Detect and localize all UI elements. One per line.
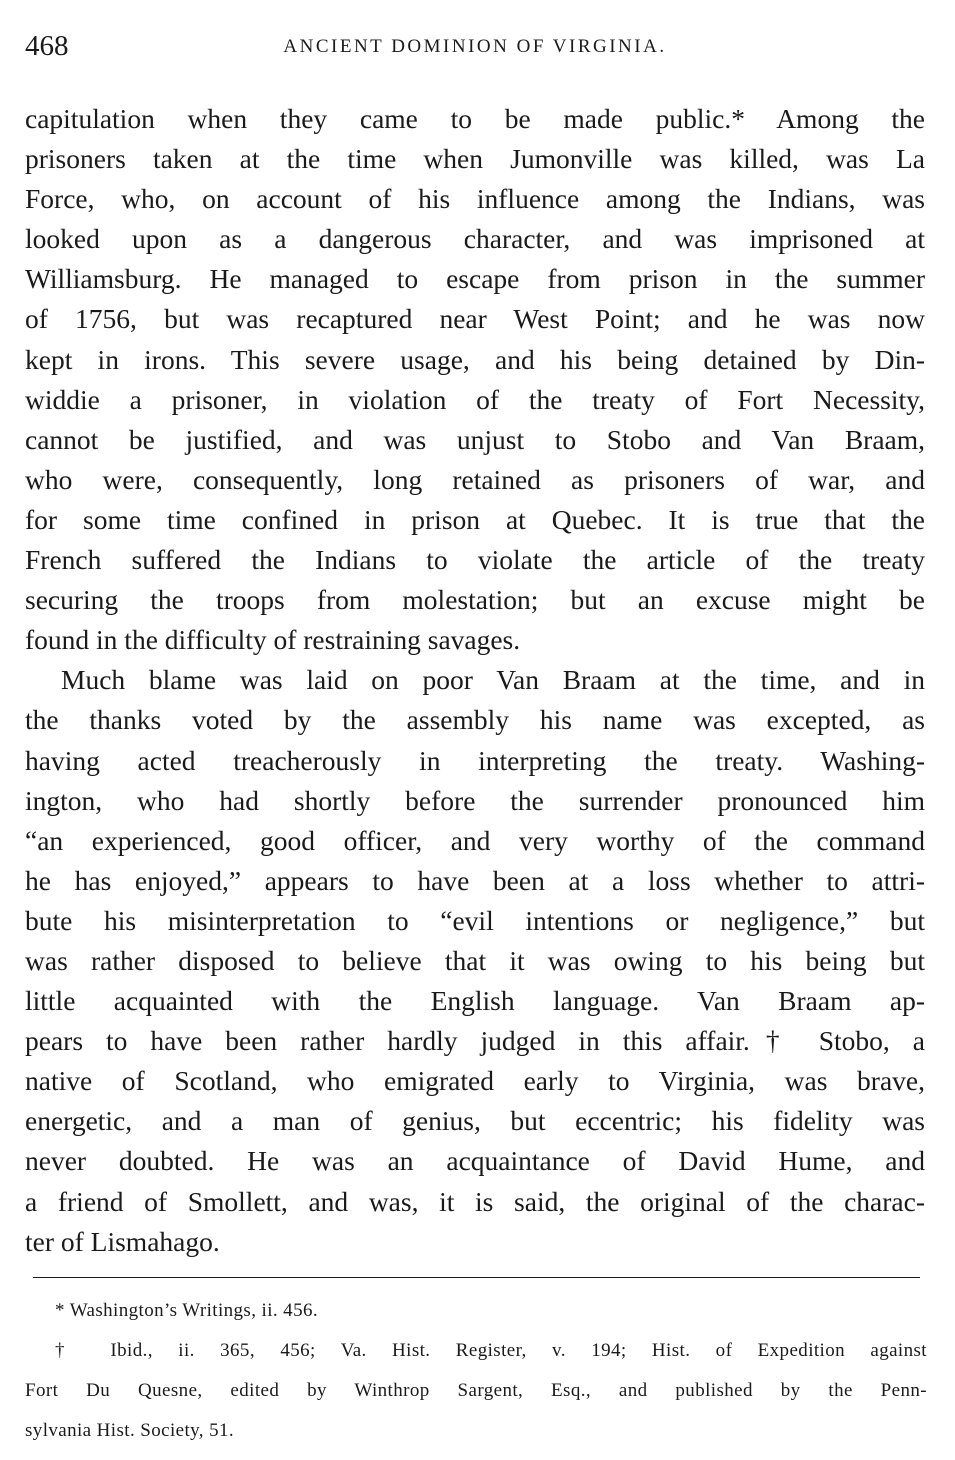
text-line: looked upon as a dangerous character, and was imprisoned at xyxy=(25,223,925,255)
text-line: ter of Lismahago. xyxy=(25,1225,220,1257)
text-line: he has enjoyed,” appears to have been at a loss whether to attri- xyxy=(25,864,925,896)
text-line: little acquainted with the English language. Van Braam ap- xyxy=(25,985,925,1017)
text-line: having acted treacherously in interpreting the treaty. Washing- xyxy=(25,744,925,776)
page-number: 468 xyxy=(25,30,69,62)
text-line: ington, who had shortly before the surrender pronounced him xyxy=(25,784,925,816)
text-line: never doubted. He was an acquaintance of David Hume, and xyxy=(25,1145,925,1177)
page-header xyxy=(25,30,925,70)
text-line: found in the difficulty of restraining savages. xyxy=(25,624,521,656)
text-line: a friend of Smollett, and was, it is said, the original of the charac- xyxy=(25,1185,925,1217)
footnote-line: * Washington’s Writings, ii. 456. xyxy=(55,1300,319,1321)
text-line: Force, who, on account of his influence among the Indians, was xyxy=(25,183,925,215)
text-line: was rather disposed to believe that it was owing to his being but xyxy=(25,944,925,976)
footnotes xyxy=(25,1294,927,1454)
body-text xyxy=(25,99,925,1262)
footnote-line: sylvania Hist. Society, 51. xyxy=(25,1420,235,1442)
text-line: widdie a prisoner, in violation of the treaty of Fort Necessity, xyxy=(25,383,925,415)
text-line: Williamsburg. He managed to escape from prison in the summer xyxy=(25,263,925,295)
text-line: native of Scotland, who emigrated early to Virginia, was brave, xyxy=(25,1065,925,1097)
text-line: cannot be justified, and was unjust to Stobo and Van Braam, xyxy=(25,423,925,455)
text-line: French suffered the Indians to violate the article of the treaty xyxy=(25,544,925,576)
footnote-divider xyxy=(33,1277,920,1278)
text-line: the thanks voted by the assembly his name was excepted, as xyxy=(25,704,925,736)
text-line: capitulation when they came to be made public.* Among the xyxy=(25,103,925,134)
text-line: energetic, and a man of genius, but eccentric; his fidelity was xyxy=(25,1105,925,1137)
text-line: bute his misinterpretation to “evil intentions or negligence,” but xyxy=(25,904,925,936)
footnote-line: Fort Du Quesne, edited by Winthrop Sargent, Esq., and published by the Penn- xyxy=(25,1380,927,1402)
text-line: “an experienced, good officer, and very worthy of the command xyxy=(25,824,925,856)
text-line: securing the troops from molestation; but an excuse might be xyxy=(25,584,925,616)
text-line: for some time confined in prison at Quebec. It is true that the xyxy=(25,503,925,535)
text-line: of 1756, but was recaptured near West Point; and he was now xyxy=(25,303,925,335)
text-line: kept in irons. This severe usage, and his being detained by Din- xyxy=(25,343,925,375)
running-head: ANCIENT DOMINION OF VIRGINIA. xyxy=(283,36,667,57)
footnote-line: † Ibid., ii. 365, 456; Va. Hist. Register, v. 194; Hist. of Expedition against xyxy=(55,1340,927,1362)
text-line: Much blame was laid on poor Van Braam at the time, and in xyxy=(61,664,925,696)
text-line: pears to have been rather hardly judged in this affair.† Stobo, a xyxy=(25,1025,925,1057)
text-line: who were, consequently, long retained as prisoners of war, and xyxy=(25,463,925,495)
text-line: prisoners taken at the time when Jumonville was killed, was La xyxy=(25,143,925,175)
